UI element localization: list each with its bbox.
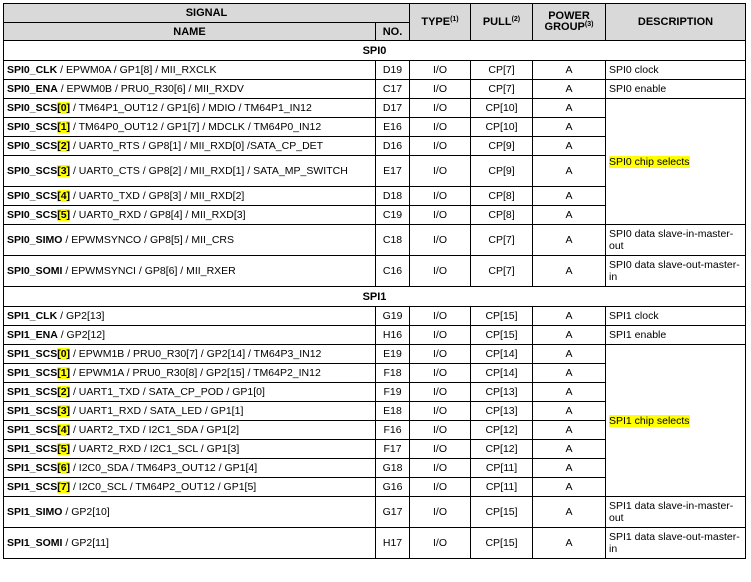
pull-cell: CP[15] <box>471 528 533 559</box>
signal-mux-options: / EPWM0B / PRU0_R30[6] / MII_RXDV <box>57 83 244 95</box>
type-header: TYPE$^{(1)}$ <box>410 4 471 41</box>
signal-name: SPI0_SCS <box>7 190 58 202</box>
type-cell: I/O <box>410 345 471 364</box>
table-row <box>4 528 746 559</box>
pull-cell: CP[14] <box>471 345 533 364</box>
type-cell: I/O <box>410 256 471 287</box>
description-cell: SPI0 enable <box>606 80 746 99</box>
signal-name: SPI1_SIMO <box>7 506 63 518</box>
table-row <box>4 345 746 364</box>
chip-select-index-highlight: [6] <box>57 462 71 474</box>
type-cell: I/O <box>410 118 471 137</box>
section-header-spi1 <box>4 287 746 307</box>
description-cell: SPI0 data slave-out-master-in <box>606 256 746 287</box>
signal-mux-options: / GP2[10] <box>62 506 110 518</box>
pull-cell: CP[9] <box>471 137 533 156</box>
chip-selects-highlight: SPI1 chip selects <box>609 414 690 427</box>
signal-name: SPI1_SCS <box>7 405 58 417</box>
chip-selects-highlight: SPI0 chip selects <box>609 155 690 168</box>
power-group-cell: A <box>533 326 606 345</box>
pin-number-cell: F16 <box>376 421 410 440</box>
power-group-cell: A <box>533 118 606 137</box>
pin-number-cell: G17 <box>376 497 410 528</box>
signal-name: SPI1_SCS <box>7 462 58 474</box>
power-group-cell: A <box>533 497 606 528</box>
pull-cell: CP[8] <box>471 187 533 206</box>
table-row <box>4 225 746 256</box>
power-group-cell: A <box>533 80 606 99</box>
signal-name: SPI0_CLK <box>7 64 58 76</box>
power-group-cell: A <box>533 156 606 187</box>
pull-cell: CP[7] <box>471 61 533 80</box>
signal-mux-options: / I2C0_SDA / TM64P3_OUT12 / GP1[4] <box>70 462 258 474</box>
signal-mux-options: / UART0_RTS / GP8[1] / MII_RXD[0] /SATA_CP_DET <box>70 140 324 152</box>
description-cell: SPI1 data slave-out-master-in <box>606 528 746 559</box>
signal-name-cell <box>4 99 376 118</box>
signal-mux-options: / UART0_TXD / GP8[3] / MII_RXD[2] <box>70 190 245 202</box>
signal-name-cell <box>4 80 376 99</box>
pin-number-cell: F19 <box>376 383 410 402</box>
pull-cell: CP[8] <box>471 206 533 225</box>
chip-select-index-highlight: [0] <box>57 348 71 360</box>
type-cell: I/O <box>410 402 471 421</box>
section-label: SPI0 <box>4 41 746 61</box>
power-group-cell: A <box>533 421 606 440</box>
type-cell: I/O <box>410 383 471 402</box>
signal-mux-options: / EPWM1A / PRU0_R30[8] / GP2[15] / TM64P2_IN12 <box>70 367 321 379</box>
chip-select-index-highlight: [3] <box>57 405 71 417</box>
signal-name: SPI0_SCS <box>7 209 58 221</box>
signal-name: SPI0_SCS <box>7 165 58 177</box>
chip-select-index-highlight: [7] <box>57 481 71 493</box>
table-row <box>4 61 746 80</box>
signal-mux-options: / I2C0_SCL / TM64P2_OUT12 / GP1[5] <box>70 481 257 493</box>
power-group-cell: A <box>533 99 606 118</box>
type-cell: I/O <box>410 497 471 528</box>
pin-number-cell: D19 <box>376 61 410 80</box>
signal-name: SPI1_SOMI <box>7 537 63 549</box>
type-cell: I/O <box>410 99 471 118</box>
signal-name-cell <box>4 528 376 559</box>
chip-select-index-highlight: [1] <box>57 367 71 379</box>
signal-name-cell <box>4 478 376 497</box>
power-group-cell: A <box>533 61 606 80</box>
pin-number-cell: D18 <box>376 187 410 206</box>
table-row <box>4 326 746 345</box>
chip-select-index-highlight: [1] <box>57 121 71 133</box>
signal-name: SPI0_SCS <box>7 121 58 133</box>
chip-select-index-highlight: [5] <box>57 209 71 221</box>
type-cell: I/O <box>410 326 471 345</box>
type-cell: I/O <box>410 80 471 99</box>
power-group-cell: A <box>533 383 606 402</box>
signal-name-cell <box>4 225 376 256</box>
signal-name: SPI0_SCS <box>7 140 58 152</box>
type-cell: I/O <box>410 440 471 459</box>
signal-name: SPI0_SIMO <box>7 234 63 246</box>
signal-mux-options: / EPWMSYNCO / GP8[5] / MII_CRS <box>62 234 234 246</box>
signal-name-cell <box>4 497 376 528</box>
signal-name-cell <box>4 459 376 478</box>
pin-number-cell: F18 <box>376 364 410 383</box>
pull-cell: CP[15] <box>471 326 533 345</box>
signal-mux-options: / UART2_TXD / I2C1_SDA / GP1[2] <box>70 424 240 436</box>
signal-mux-options: / TM64P0_OUT12 / GP1[7] / MDCLK / TM64P0_IN12 <box>70 121 322 133</box>
signal-name-cell <box>4 307 376 326</box>
table-row <box>4 497 746 528</box>
pin-number-cell: H16 <box>376 326 410 345</box>
signal-name-cell <box>4 156 376 187</box>
type-cell: I/O <box>410 61 471 80</box>
description-cell: SPI0 data slave-in-master-out <box>606 225 746 256</box>
section-label: SPI1 <box>4 287 746 307</box>
signal-table <box>3 3 746 559</box>
signal-name-cell <box>4 187 376 206</box>
signal-mux-options: / UART1_RXD / SATA_LED / GP1[1] <box>70 405 244 417</box>
pin-number-cell: C18 <box>376 225 410 256</box>
signal-mux-options: / UART2_RXD / I2C1_SCL / GP1[3] <box>70 443 240 455</box>
signal-name: SPI1_SCS <box>7 481 58 493</box>
pull-cell: CP[11] <box>471 478 533 497</box>
description-cell: SPI0 clock <box>606 61 746 80</box>
type-cell: I/O <box>410 421 471 440</box>
type-cell: I/O <box>410 478 471 497</box>
type-cell: I/O <box>410 459 471 478</box>
signal-mux-options: / GP2[13] <box>57 310 105 322</box>
chip-select-index-highlight: [3] <box>57 165 71 177</box>
pull-cell: CP[7] <box>471 256 533 287</box>
pin-number-cell: C17 <box>376 80 410 99</box>
pin-number-cell: D17 <box>376 99 410 118</box>
type-cell: I/O <box>410 156 471 187</box>
table-row <box>4 99 746 118</box>
chip-select-index-highlight: [5] <box>57 443 71 455</box>
signal-name-cell <box>4 383 376 402</box>
power-group-cell: A <box>533 225 606 256</box>
pin-number-cell: G16 <box>376 478 410 497</box>
chip-select-index-highlight: [4] <box>57 424 71 436</box>
pin-number-cell: C16 <box>376 256 410 287</box>
pin-number-cell: E19 <box>376 345 410 364</box>
pull-cell: CP[15] <box>471 497 533 528</box>
power-group-cell: A <box>533 256 606 287</box>
pin-number-cell: E16 <box>376 118 410 137</box>
signal-name: SPI1_ENA <box>7 329 58 341</box>
power-group-cell: A <box>533 402 606 421</box>
pin-number-cell: E17 <box>376 156 410 187</box>
power-group-cell: A <box>533 345 606 364</box>
description-cell: SPI1 enable <box>606 326 746 345</box>
pull-cell: CP[13] <box>471 383 533 402</box>
signal-name: SPI1_SCS <box>7 348 58 360</box>
pin-number-cell: E18 <box>376 402 410 421</box>
type-cell: I/O <box>410 307 471 326</box>
pull-cell: CP[7] <box>471 80 533 99</box>
chip-selects-description-cell <box>606 99 746 225</box>
description-header: DESCRIPTION <box>606 4 746 41</box>
description-cell: SPI1 clock <box>606 307 746 326</box>
chip-select-index-highlight: [2] <box>57 386 71 398</box>
pull-cell: CP[11] <box>471 459 533 478</box>
signal-name-cell <box>4 364 376 383</box>
signal-mux-options: / EPWM1B / PRU0_R30[7] / GP2[14] / TM64P3_IN12 <box>70 348 322 360</box>
description-cell: SPI1 data slave-in-master-out <box>606 497 746 528</box>
power-group-cell: A <box>533 364 606 383</box>
table-row <box>4 80 746 99</box>
signal-table-container <box>3 3 746 559</box>
pin-number-cell: G19 <box>376 307 410 326</box>
chip-selects-description-cell <box>606 345 746 497</box>
signal-mux-options: / TM64P1_OUT12 / GP1[6] / MDIO / TM64P1_IN12 <box>70 102 312 114</box>
signal-name: SPI1_SCS <box>7 367 58 379</box>
signal-mux-options: / EPWMSYNCI / GP8[6] / MII_RXER <box>62 265 236 277</box>
chip-select-index-highlight: [2] <box>57 140 71 152</box>
signal-name: SPI0_SCS <box>7 102 58 114</box>
type-footnote: (1) <box>450 16 459 23</box>
signal-name-cell <box>4 118 376 137</box>
type-cell: I/O <box>410 225 471 256</box>
power-group-cell: A <box>533 478 606 497</box>
pull-cell: CP[12] <box>471 440 533 459</box>
signal-name-cell <box>4 256 376 287</box>
chip-select-index-highlight: [4] <box>57 190 71 202</box>
no-header: NO. <box>376 23 410 41</box>
signal-name-cell <box>4 206 376 225</box>
power-group-cell: A <box>533 187 606 206</box>
signal-mux-options: / GP2[11] <box>62 537 109 549</box>
type-cell: I/O <box>410 137 471 156</box>
type-cell: I/O <box>410 206 471 225</box>
signal-name-cell <box>4 326 376 345</box>
power-group-header: POWER GROUP$^{(3)}$ <box>533 4 606 41</box>
pull-cell: CP[12] <box>471 421 533 440</box>
table-row <box>4 307 746 326</box>
chip-select-index-highlight: [0] <box>57 102 71 114</box>
pull-cell: CP[7] <box>471 225 533 256</box>
pin-number-cell: G18 <box>376 459 410 478</box>
signal-name: SPI1_SCS <box>7 443 58 455</box>
name-header: NAME <box>4 23 376 41</box>
pin-number-cell: C19 <box>376 206 410 225</box>
signal-name-cell <box>4 61 376 80</box>
power-group-cell: A <box>533 307 606 326</box>
power-group-cell: A <box>533 459 606 478</box>
power-group-cell: A <box>533 440 606 459</box>
pull-cell: CP[13] <box>471 402 533 421</box>
type-cell: I/O <box>410 364 471 383</box>
type-cell: I/O <box>410 187 471 206</box>
signal-name-cell <box>4 421 376 440</box>
section-header-spi0 <box>4 41 746 61</box>
table-row <box>4 256 746 287</box>
signal-mux-options: / UART1_TXD / SATA_CP_POD / GP1[0] <box>70 386 265 398</box>
signal-header: SIGNAL <box>4 4 410 23</box>
pull-footnote: (2) <box>511 16 521 23</box>
power-group-cell: A <box>533 206 606 225</box>
pin-number-cell: H17 <box>376 528 410 559</box>
signal-mux-options: / GP2[12] <box>57 329 106 341</box>
power-group-cell: A <box>533 137 606 156</box>
type-cell: I/O <box>410 528 471 559</box>
signal-name: SPI1_CLK <box>7 310 58 322</box>
signal-mux-options: / EPWM0A / GP1[8] / MII_RXCLK <box>57 64 217 76</box>
signal-name: SPI1_SCS <box>7 424 58 436</box>
pull-header: PULL$^{(2)}$ <box>471 4 533 41</box>
pull-cell: CP[10] <box>471 118 533 137</box>
pin-number-cell: F17 <box>376 440 410 459</box>
pull-cell: CP[14] <box>471 364 533 383</box>
power-group-cell: A <box>533 528 606 559</box>
signal-mux-options: / UART0_CTS / GP8[2] / MII_RXD[1] / SATA_MP_SWITCH <box>70 165 348 177</box>
signal-name-cell <box>4 345 376 364</box>
signal-name: SPI0_ENA <box>7 83 58 95</box>
signal-mux-options: / UART0_RXD / GP8[4] / MII_RXD[3] <box>70 209 246 221</box>
pin-number-cell: D16 <box>376 137 410 156</box>
signal-name-cell <box>4 440 376 459</box>
pull-cell: CP[9] <box>471 156 533 187</box>
power-group-footnote: (3) <box>584 21 594 28</box>
signal-name-cell <box>4 137 376 156</box>
pull-cell: CP[10] <box>471 99 533 118</box>
signal-name: SPI1_SCS <box>7 386 58 398</box>
signal-name: SPI0_SOMI <box>7 265 63 277</box>
signal-name-cell <box>4 402 376 421</box>
pull-cell: CP[15] <box>471 307 533 326</box>
